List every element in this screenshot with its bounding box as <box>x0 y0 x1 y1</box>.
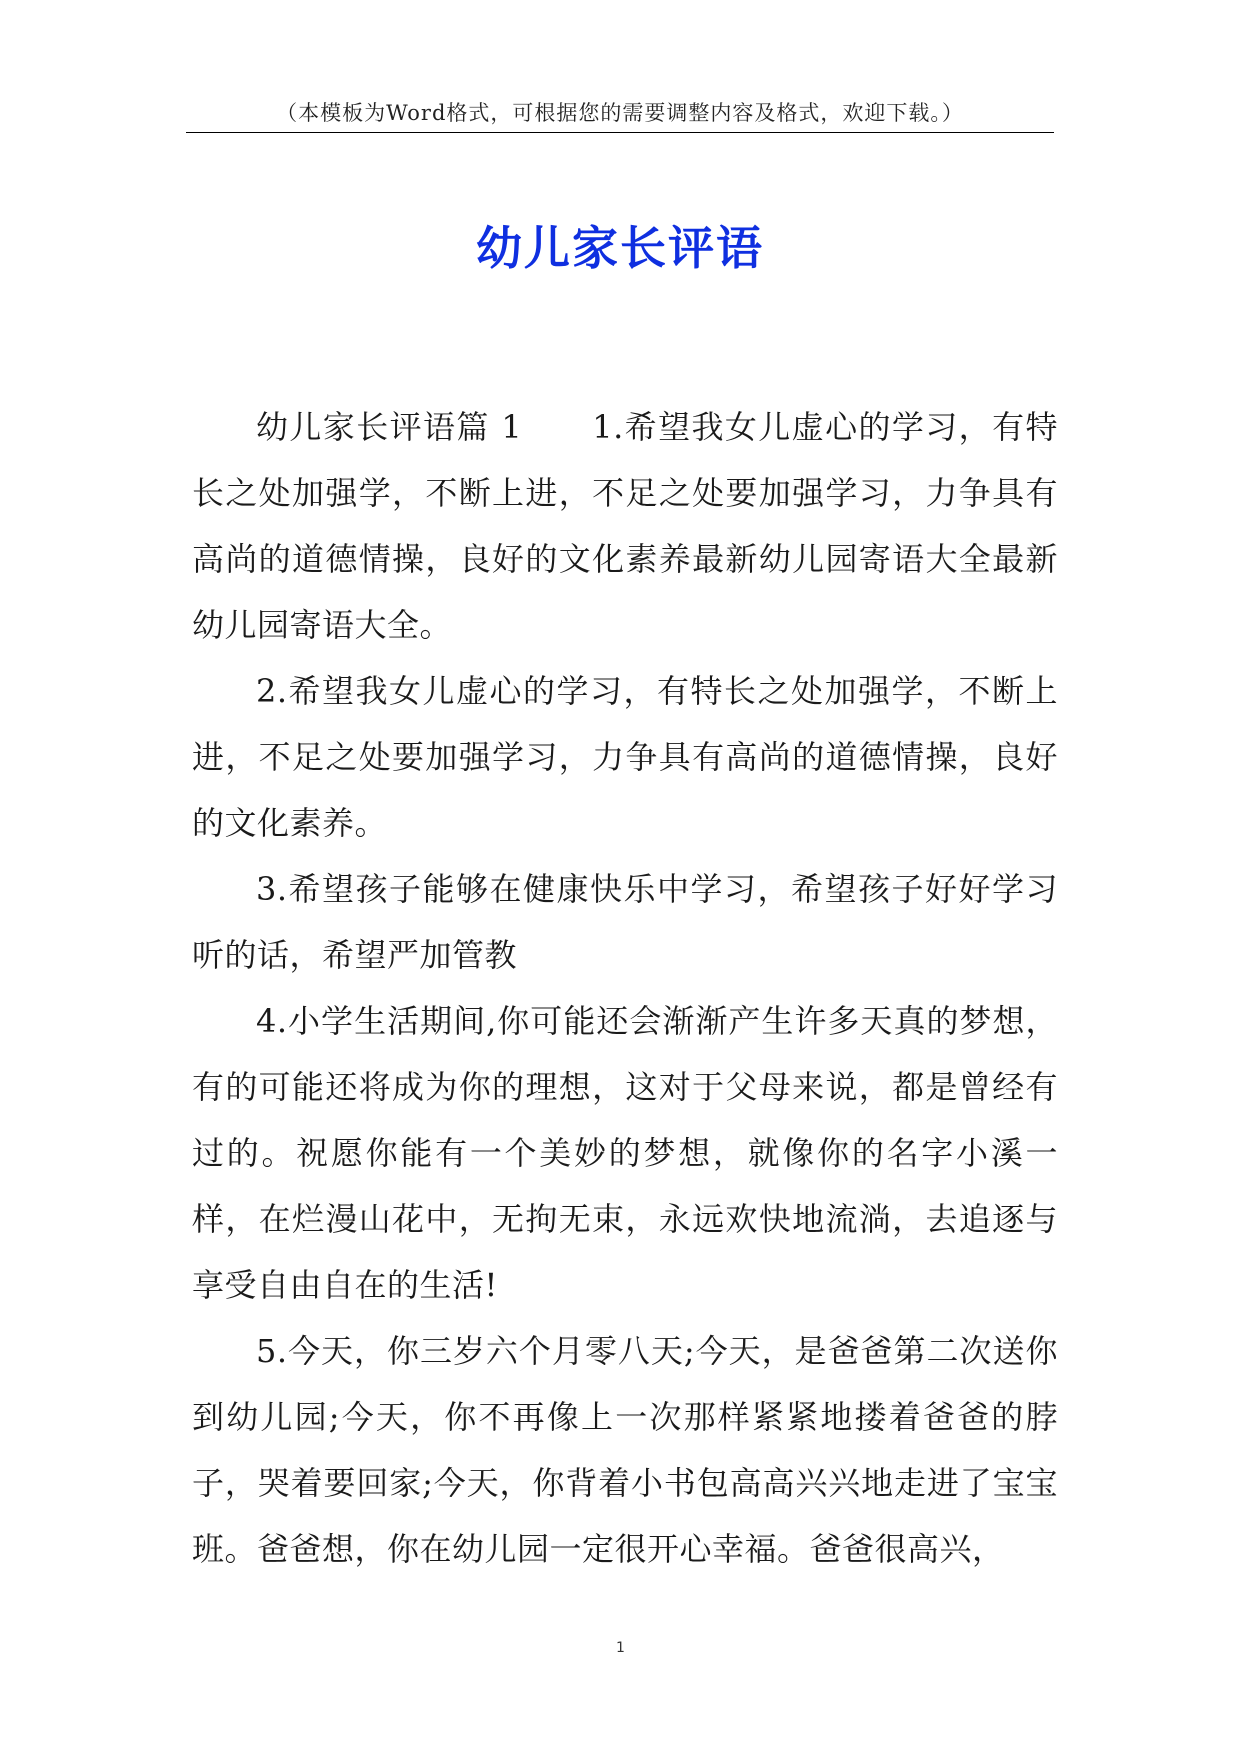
paragraph-4: 4.小学生活期间,你可能还会渐渐产生许多天真的梦想，有的可能还将成为你的理想，这对于父母来说，都是曾经有过的。祝愿你能有一个美妙的梦想，就像你的名字小溪一样，在烂漫山花中，无拘无束，永远欢快地流淌，去追逐与享受自由自在的生活! <box>192 1002 1058 1304</box>
paragraph-3: 3.希望孩子能够在健康快乐中学习，希望孩子好好学习听的话，希望严加管教 <box>192 870 1058 974</box>
paragraph-1-text: 1.希望我女儿虚心的学习，有特长之处加强学，不断上进，不足之处要加强学习，力争具有高尚的道德情操，良好的文化素养最新幼儿园寄语大全最新幼儿园寄语大全。 <box>192 408 1058 644</box>
page-number: 1 <box>616 1640 625 1656</box>
page-header-note: （本模板为Word格式，可根据您的需要调整内容及格式，欢迎下载。） <box>276 101 964 125</box>
paragraph-2: 2.希望我女儿虚心的学习，有特长之处加强学，不断上进，不足之处要加强学习，力争具有高尚的道德情操，良好的文化素养。 <box>192 672 1058 842</box>
document-title: 幼儿家长评语 <box>476 221 764 275</box>
paragraph-1 <box>192 394 1058 658</box>
document-body <box>192 394 1058 1582</box>
section-label: 幼儿家长评语篇 1 <box>256 408 523 446</box>
header-divider <box>186 132 1054 133</box>
paragraph-5: 5.今天，你三岁六个月零八天;今天，是爸爸第二次送你到幼儿园;今天，你不再像上一次那样紧紧地搂着爸爸的脖子，哭着要回家;今天，你背着小书包高高兴兴地走进了宝宝班。爸爸想，你在幼儿园一定很开心幸福。爸爸很高兴， <box>192 1332 1058 1568</box>
